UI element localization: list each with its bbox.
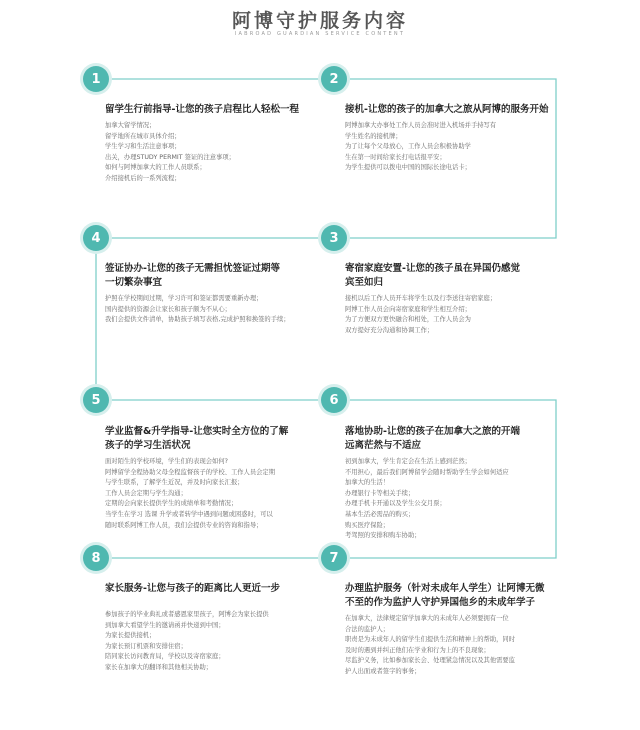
step-1 — [105, 103, 337, 185]
step-8-title: 家长服务-让您与孩子的距离比人更近一步 — [105, 583, 280, 594]
step-8 — [105, 582, 337, 674]
list-item: 基本生活必需品的购买； — [345, 510, 415, 518]
list-item: 工作人员会定期与学生沟通； — [105, 489, 187, 497]
step-6-title-line-2: 远离茫然与不适应 — [345, 440, 422, 451]
list-item: 生在第一时间给家长打电话报平安； — [345, 153, 446, 161]
list-item: 接机以后工作人员开车将学生以及行李送往寄宿家庭； — [345, 295, 497, 302]
step-5-list — [105, 457, 337, 531]
list-item: 护人出面或者签字的事务； — [345, 667, 421, 675]
step-6-list — [345, 457, 577, 542]
step-6 — [345, 425, 577, 542]
step-7-list — [345, 614, 577, 678]
list-item: 为家长预订机票和安排住宿； — [105, 642, 187, 650]
list-item: 我们会提供文件清单，协助孩子填写表格,完成护照和换签的手续； — [105, 316, 290, 324]
step-4-title — [105, 262, 337, 290]
list-item: 为了让每个父母放心，工作人员会积极协助学 — [345, 143, 471, 151]
page-subtitle: IABROAD GUARDIAN SERVICE CONTENT — [234, 31, 406, 37]
list-item: 考驾照的安排和购车协助； — [345, 532, 421, 540]
list-item: 阿博加拿大办事处工作人员会准时进入机场并手持写有 — [345, 122, 497, 129]
list-item: 介绍接机后的一系列流程； — [105, 174, 181, 182]
page-title: 阿博守护服务内容 — [231, 10, 408, 32]
step-5-title-line-1: 学业监督&升学指导-让您实时全方位的了解 — [105, 426, 289, 437]
step-1-title: 留学生行前指导-让您的孩子启程比人轻松一程 — [105, 104, 299, 115]
step-6-number: 6 — [321, 387, 347, 413]
step-1-number: 1 — [83, 66, 109, 92]
step-3-title-line-2: 宾至如归 — [345, 277, 384, 288]
list-item: 初到加拿大，学生肯定会在生活上感到茫然； — [345, 458, 471, 465]
list-item: 家长在加拿大的翻译和其他相关协助； — [105, 663, 213, 671]
step-4-number: 4 — [83, 225, 109, 251]
step-7 — [345, 582, 577, 678]
step-7-title-line-1: 办理监护服务（针对未成年人学生）让阿博无微 — [345, 583, 545, 594]
step-2-number: 2 — [321, 66, 347, 92]
step-3-title-line-1: 寄宿家庭安置-让您的孩子虽在异国仍感觉 — [345, 263, 520, 274]
step-7-title-line-2: 不至的作为监护人守护异国他乡的未成年学子 — [345, 597, 536, 608]
list-item: 为学生提供可以拨电中国的国际长途电话卡； — [345, 164, 471, 172]
list-item: 在加拿大，法律规定留学加拿大的未成年人必须要拥有一位 — [345, 615, 509, 622]
step-2 — [345, 103, 577, 174]
step-3-list — [345, 294, 577, 336]
list-item: 出关，办理STUDY PERMIT 签证的注意事项； — [105, 153, 235, 161]
list-item: 面对陌生的学校环境，学生们的表现会如何? — [105, 458, 228, 465]
list-item: 职责是为未成年人的留学生们提供生活和精神上的帮助，同时 — [345, 636, 516, 644]
list-item: 阿博留学全程协助父母全程监督孩子的学校、工作人员会定期 — [105, 468, 276, 476]
step-8-list — [105, 610, 337, 674]
step-2-title: 接机-让您的孩子的加拿大之旅从阿博的服务开始 — [345, 104, 549, 115]
list-item: 阿博工作人员会向寄宿家庭和学生相互介绍； — [345, 305, 471, 313]
step-3-number: 3 — [321, 225, 347, 251]
step-4-list — [105, 294, 337, 326]
list-item: 与学生联系，了解学生近况，并及时向家长汇报； — [105, 479, 244, 487]
list-item: 办理银行卡等相关手续； — [345, 489, 415, 497]
list-item: 不用担心，最后我们阿博留学会随时帮助学生学会如何适应 — [345, 468, 509, 476]
list-item: 购买医疗保险； — [345, 521, 390, 529]
list-item: 加拿大的生活！ — [345, 479, 390, 487]
step-5-number: 5 — [83, 387, 109, 413]
step-8-number: 8 — [83, 545, 109, 571]
list-item: 护照在学校期间过期，学习许可和签证都需要重新办理； — [105, 295, 263, 302]
list-item: 参加孩子的毕业典礼或者感恩家里孩子，阿博会为家长提供 — [105, 611, 269, 618]
list-item: 办理手机卡开通以及学生公交月票； — [345, 500, 446, 508]
list-item: 陪同家长访问教育局，学校以及寄宿家庭； — [105, 653, 225, 661]
step-4 — [105, 262, 337, 326]
list-item: 国内提供的资源会让家长和孩子颇为不从心； — [105, 305, 231, 313]
list-item: 当学生在学习 选课 升学或者转学中遇到问题或困惑时，可以 — [105, 510, 273, 518]
list-item: 合法的监护人； — [345, 625, 390, 633]
step-5-title — [105, 425, 337, 453]
step-4-title-line-2: 一切繁杂事宜 — [105, 277, 163, 288]
list-item: 加拿大留学情况； — [105, 122, 156, 129]
step-6-title-line-1: 落地协助-让您的孩子在加拿大之旅的开端 — [345, 426, 520, 437]
list-item: 为家长提供接机； — [105, 632, 156, 640]
step-6-title — [345, 425, 577, 453]
list-item: 随时联系阿博工作人员，我们会提供专业的咨询和指导； — [105, 521, 263, 529]
list-item: 双方提好充分沟通和协调工作； — [345, 326, 434, 334]
list-item: 尽监护义务，比如参加家长会、处理紧急情况以及其他需要监 — [345, 657, 516, 665]
step-3 — [345, 262, 577, 336]
list-item: 如何与阿博加拿大的工作人员联系； — [105, 164, 206, 172]
step-2-list — [345, 121, 577, 174]
step-3-title — [345, 262, 577, 290]
list-item: 学生姓名的接机牌； — [345, 132, 402, 140]
list-item: 为了方便双方更快融合和相处，工作人员会为 — [345, 316, 471, 324]
list-item: 到加拿大看望学生的邀请函并快递到中国； — [105, 621, 225, 629]
list-item: 学生学习和生活注意事项； — [105, 143, 181, 151]
list-item: 定期的会向家长提供学生的成绩单和考勤情况； — [105, 500, 238, 508]
list-item: 及时的遇到并纠正他们在学业和行为上的不良现象； — [345, 646, 490, 654]
step-4-title-line-1: 签证协办-让您的孩子无需担忧签证过期等 — [105, 263, 280, 274]
step-1-list — [105, 121, 337, 185]
list-item: 留学地所在城市具体介绍； — [105, 132, 181, 140]
step-5-title-line-2: 孩子的学习生活状况 — [105, 440, 191, 451]
step-7-title — [345, 582, 577, 610]
step-7-number: 7 — [321, 545, 347, 571]
step-5 — [105, 425, 337, 531]
